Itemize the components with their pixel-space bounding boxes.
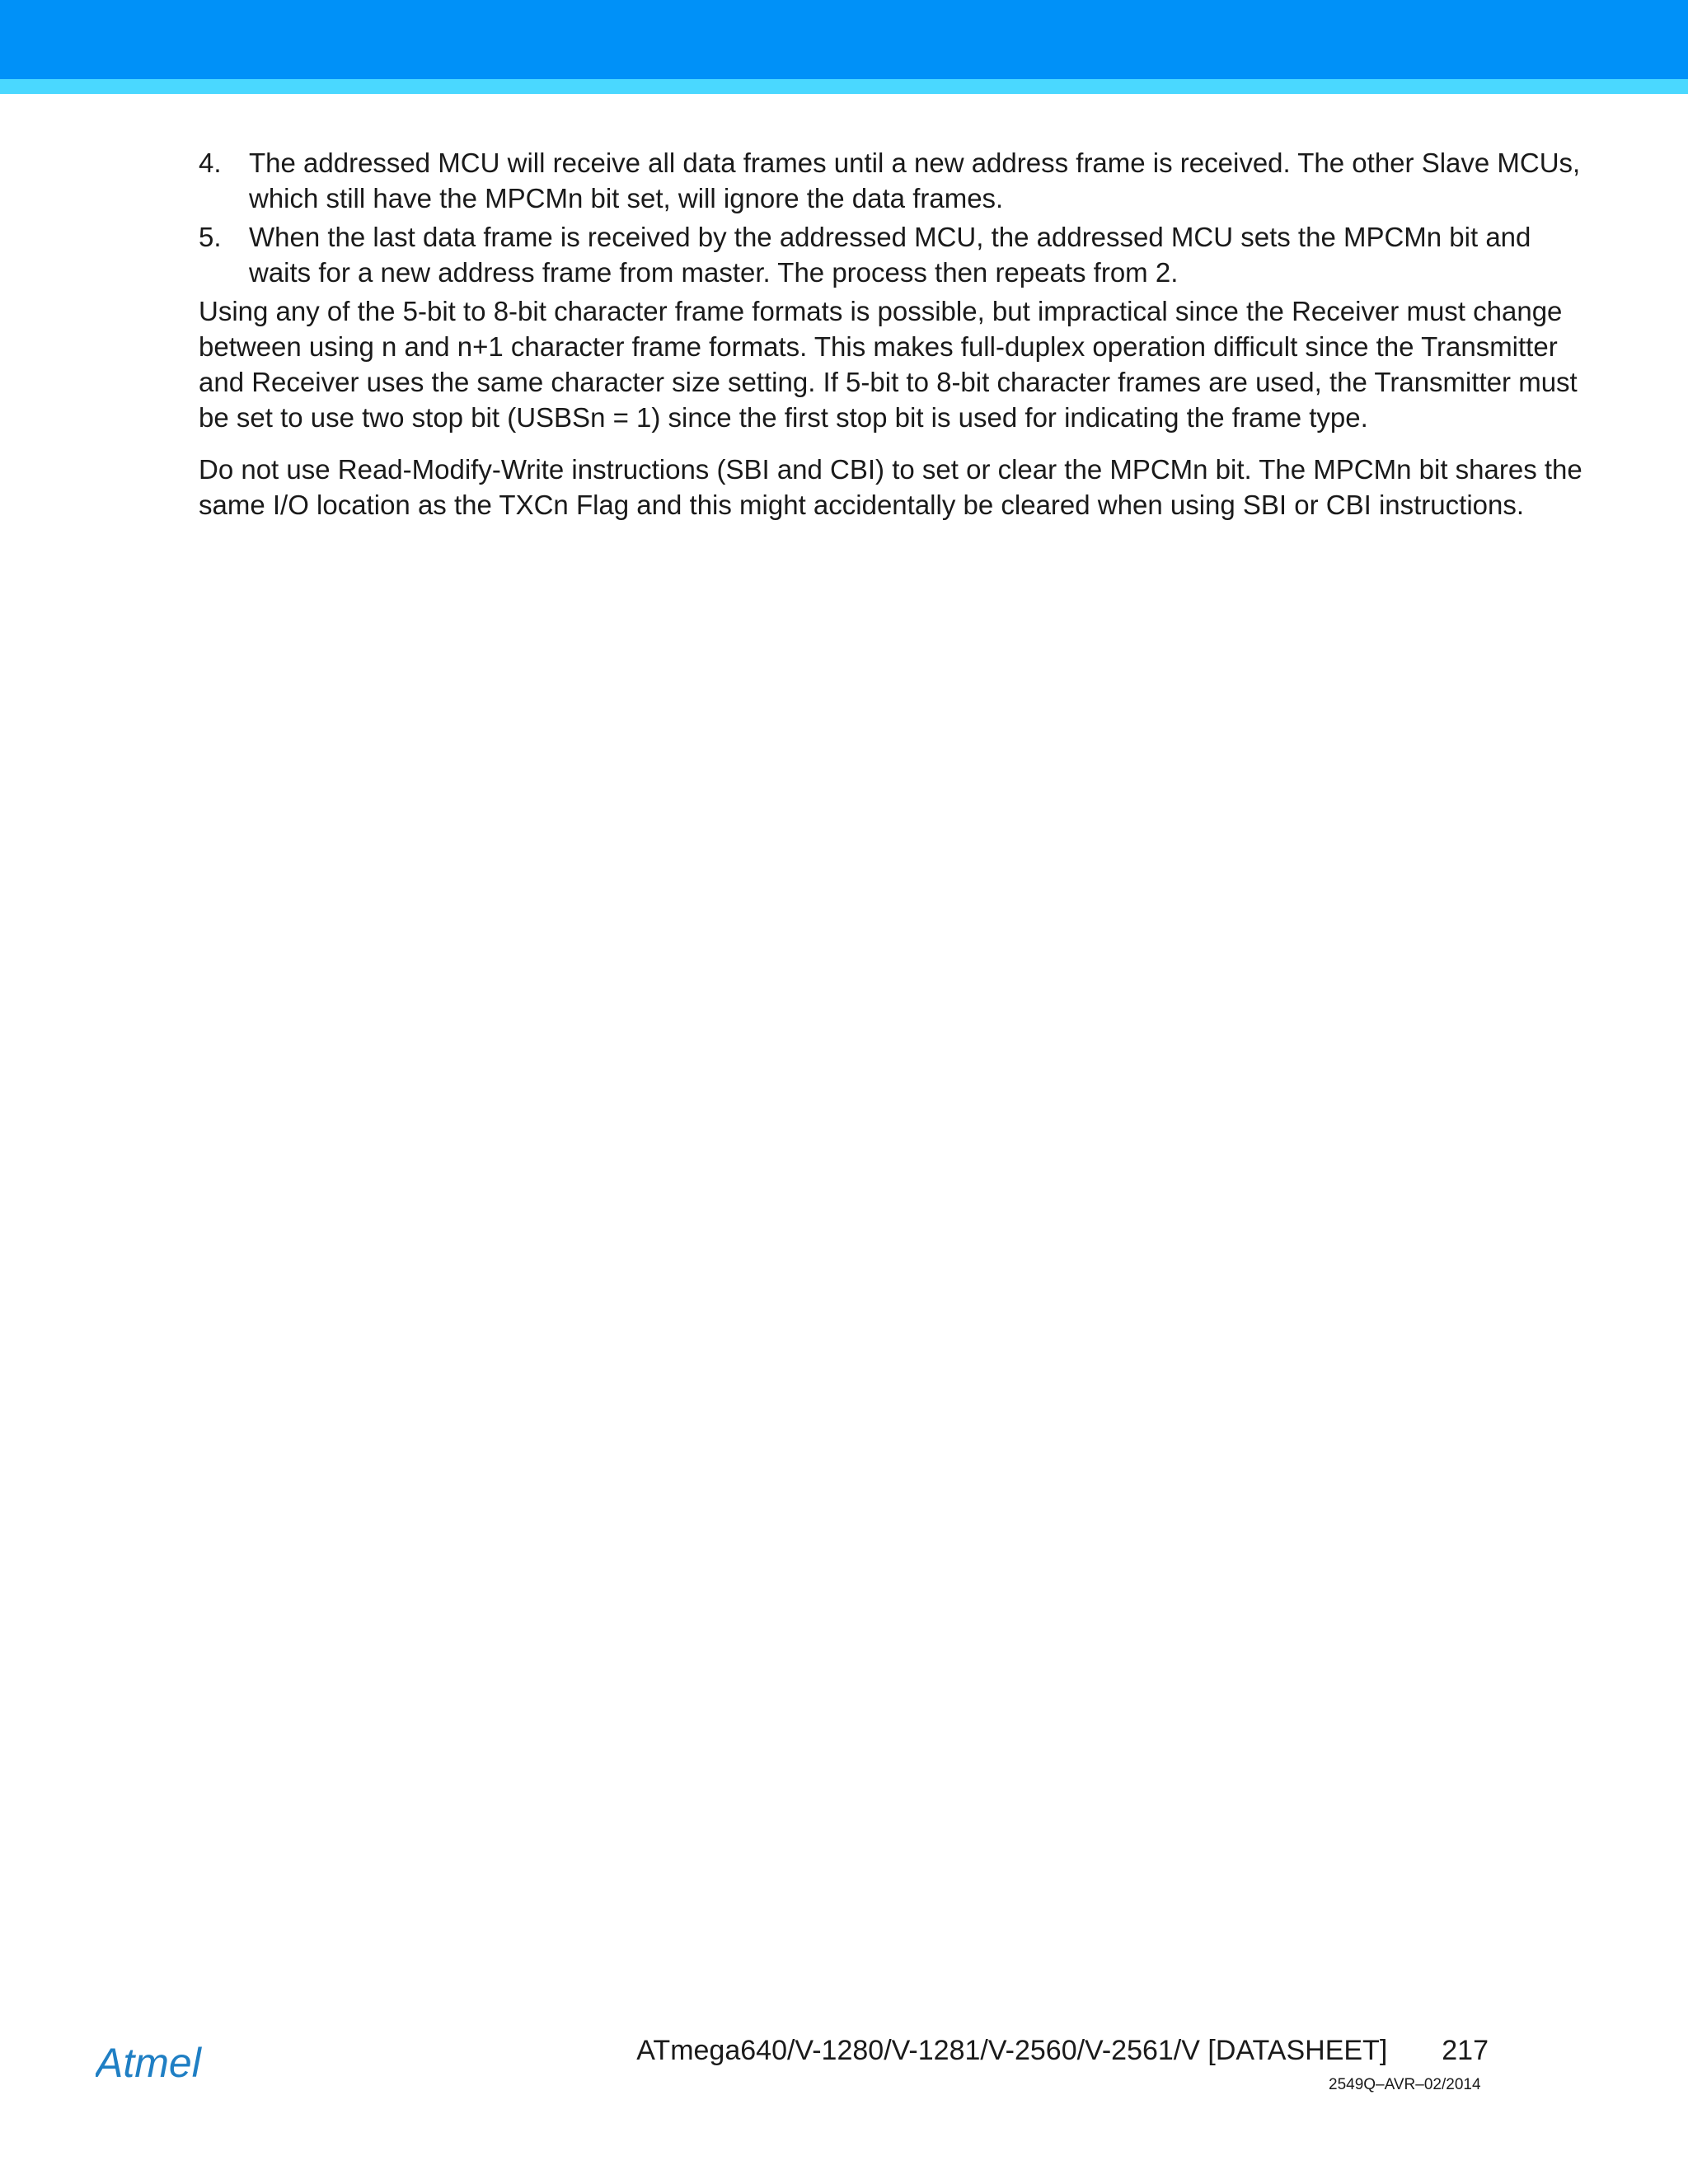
- list-item: [199, 145, 1590, 216]
- body-paragraph: Do not use Read-Modify-Write instructions (SBI and CBI) to set or clear the MPCMn bit. The MPCMn bit shares the same I/O location as the TXCn Flag and this might accidentally be cleared when using SBI or CBI instructions.: [199, 454, 1582, 520]
- list-item-text: The addressed MCU will receive all data frames until a new address frame is received. The other Slave MCUs, which still have the MPCMn bit set, will ignore the data frames.: [249, 148, 1581, 213]
- list-item: [199, 219, 1590, 290]
- atmel-logo: [96, 2037, 241, 2087]
- body-paragraph: Using any of the 5-bit to 8-bit character frame formats is possible, but impractical since the Receiver must change between using n and n+1 character frame formats. This makes full-duplex operation difficult since the Transmitter and Receiver uses the same character size setting. If 5-bit to 8-bit character frames are used, the Transmitter must be set to use two stop bit (USBSn = 1) since the first stop bit is used for indicating the frame type.: [199, 296, 1578, 433]
- list-item-number: 5.: [199, 222, 222, 252]
- list-item-text: When the last data frame is received by the addressed MCU, the addressed MCU sets the MPCMn bit and waits for a new address frame from master. The process then repeats from 2.: [249, 222, 1531, 288]
- top-banner: [0, 0, 1688, 79]
- document-revision: 2549Q–AVR–02/2014: [1329, 2076, 1481, 2093]
- document-title: ATmega640/V-1280/V-1281/V-2560/V-2561/V [DATASHEET]: [636, 2035, 1388, 2066]
- list-item-number: 4.: [199, 148, 222, 178]
- page-content: [199, 145, 1590, 539]
- footer-document-title: [636, 2034, 1489, 2067]
- top-banner-stripe: [0, 79, 1688, 94]
- page-number: 217: [1442, 2035, 1489, 2066]
- atmel-logo-text: Atmel: [96, 2040, 201, 2086]
